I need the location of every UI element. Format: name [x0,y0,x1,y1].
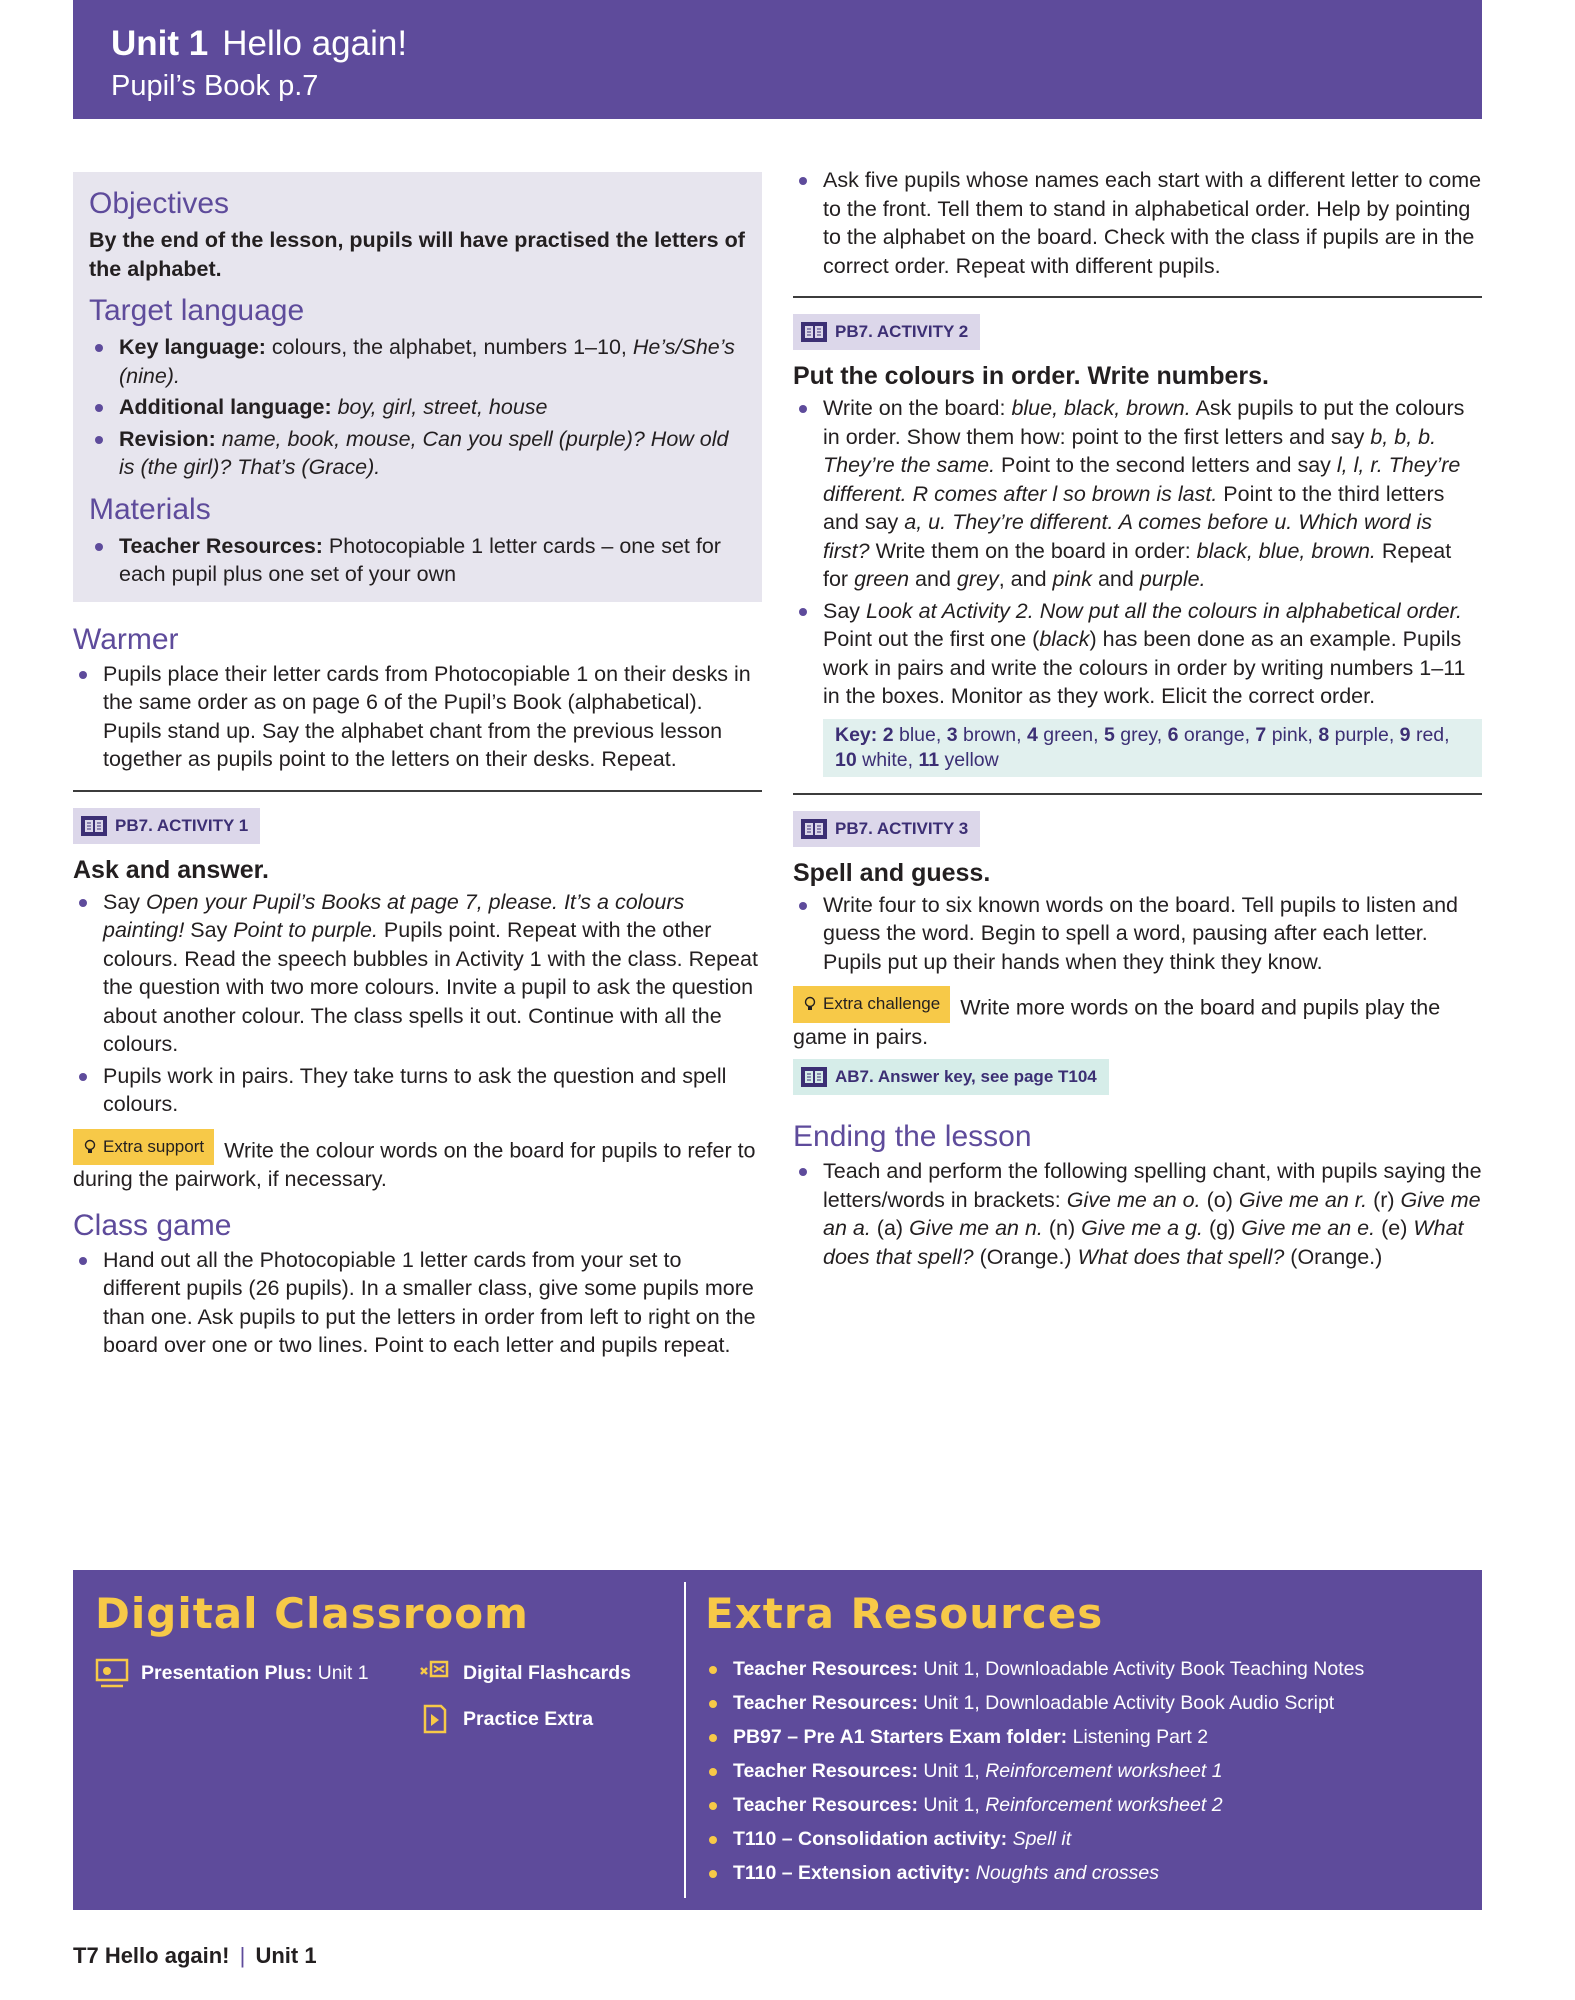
list-item: Ask five pupils whose names each start with a different letter to come to the front. Tell them to stand in alphabetical order. Help by pointing to the alphabet on the board. Check with the class if pupils are in the correct order. Repeat with different pupils. [793,166,1482,280]
list-item: Teacher Resources: Unit 1, Downloadable Activity Book Teaching Notes [705,1656,1465,1682]
lightbulb-icon [803,996,817,1012]
presentation-plus-link[interactable]: Presentation Plus: Unit 1 [95,1658,369,1688]
right-column [793,166,1482,1274]
warmer-heading: Warmer [73,622,179,656]
answer-key-box: Key: 2 blue, 3 brown, 4 green, 5 grey, 6 orange, 7 pink, 8 purple, 9 red, 10 white, 11 yellow [823,719,1482,777]
materials-heading: Materials [89,492,211,526]
list-item: Write four to six known words on the board. Tell pupils to listen and guess the word. Begin to spell a word, pausing after each letter. Pupils put up their hands when they think they know. [793,891,1482,977]
practice-extra-icon [417,1704,451,1734]
intro-list [793,166,1482,280]
activity-1-tag: PB7. ACTIVITY 1 [73,808,260,844]
list-item: PB97 – Pre A1 Starters Exam folder: Listening Part 2 [705,1724,1465,1750]
class-game-heading: Class game [73,1208,232,1242]
extra-support-note: Extra support Write the colour words on the board for pupils to refer to during the pairwork, if necessary. [73,1129,762,1194]
activity-3-list [793,891,1482,977]
divider [793,793,1482,795]
digital-flashcards-link[interactable]: Digital Flashcards [417,1658,631,1688]
footer-unit: Unit 1 [255,1943,317,1968]
target-language-heading: Target language [89,294,305,327]
page-reference: Pupil’s Book p.7 [111,70,319,102]
materials-list [89,532,746,589]
divider [73,790,762,792]
unit-title: Hello again! [222,24,408,63]
objectives-text: By the end of the lesson, pupils will have practised the letters of the alphabet. [89,228,745,281]
objectives-box [73,172,762,602]
list-item: Say Open your Pupil’s Books at page 7, please. It’s a colours painting! Say Point to purple. Pupils point. Repeat with the other colours. Read the speech bubbles in Activity 1 with the class. Repeat the question with two more colours. Invite a pupil to ask the question about another colour. The class spells it out. Continue with all the colours. [73,888,762,1059]
ending-heading: Ending the lesson [793,1120,1032,1153]
list-item: Say Look at Activity 2. Now put all the colours in alphabetical order. Point out the first one (black) has been done as an example. Pupils work in pairs and write the colours in order by writing numbers 1–11 in the boxes. Monitor as they work. Elicit the correct order. [793,597,1482,711]
book-icon [81,816,107,836]
extra-resources-heading: Extra Resources [705,1589,1104,1638]
activity-3-title: Spell and guess. [793,858,991,887]
left-column [73,168,762,1363]
footer-separator: | [239,1943,246,1968]
extra-challenge-note: Extra challenge Write more words on the board and pupils play the game in pairs. [793,986,1482,1051]
extra-support-badge: Extra support [73,1129,214,1166]
page-header [73,0,1482,119]
list-item: Hand out all the Photocopiable 1 letter cards from your set to different pupils (26 pupils). In a smaller class, give some pupils more than one. Ask pupils to put the letters in order from left to right on the board over one or two lines. Point to each letter and pupils repeat. [73,1246,762,1360]
list-item: Teacher Resources: Unit 1, Downloadable Activity Book Audio Script [705,1690,1465,1716]
book-icon [801,322,827,342]
extra-resources-list [705,1656,1465,1886]
activity-3-tag: PB7. ACTIVITY 3 [793,811,980,847]
list-item: T110 – Extension activity: Noughts and crosses [705,1860,1465,1886]
book-icon [801,819,827,839]
activity-2-tag: PB7. ACTIVITY 2 [793,314,980,350]
ending-list [793,1157,1482,1271]
class-game-list [73,1246,762,1360]
page-number: T7 [73,1943,99,1968]
target-language-list [89,333,746,482]
activity-1-title: Ask and answer. [73,855,269,884]
resources-panel [73,1570,1482,1910]
list-item: Teacher Resources: Unit 1, Reinforcement worksheet 1 [705,1758,1465,1784]
activity-2-title: Put the colours in order. Write numbers. [793,362,1270,390]
list-item: Additional language: boy, girl, street, house [89,393,746,422]
list-item: Revision: name, book, mouse, Can you spell (purple)? How old is (the girl)? That’s (Grace). [89,425,746,482]
activity-1-list [73,888,762,1119]
list-item: Pupils place their letter cards from Photocopiable 1 on their desks in the same order as on page 6 of the Pupil’s Book (alphabetical). Pupils stand up. Say the alphabet chant from the previous lesson together as pupils point to the letters on their desks. Repeat. [73,660,762,774]
activity-2-list [793,394,1482,711]
lightbulb-icon [83,1139,97,1155]
unit-label: Unit 1 [111,24,209,63]
list-item: Key language: colours, the alphabet, numbers 1–10, He’s/She’s (nine). [89,333,746,390]
activity-book-tag: AB7. Answer key, see page T104 [793,1059,1109,1095]
book-icon [801,1067,827,1087]
presentation-icon [95,1658,129,1688]
list-item: Teach and perform the following spelling chant, with pupils saying the letters/words in brackets: Give me an o. (o) Give me an r. (r) Give me an a. (a) Give me an n. (n) Give me a g. (g) Give me an e. (e) What does that spell? (Orange.) What does that spell? (Orange.) [793,1157,1482,1271]
list-item: Teacher Resources: Unit 1, Reinforcement worksheet 2 [705,1792,1465,1818]
extra-resources [705,1588,1465,1894]
practice-extra-link[interactable]: Practice Extra [417,1704,593,1734]
footer-title: Hello again! [104,1943,230,1968]
panel-divider [684,1582,686,1898]
digital-classroom [95,1588,675,1730]
list-item: Write on the board: blue, black, brown. Ask pupils to put the colours in order. Show them how: point to the first letters and say b, b, b. They’re the same. Point to the second letters and say l, l, r. They’re different. R comes after l so brown is last. Point to the third letters and say a, u. They’re different. A comes before u. Which word is first? Write them on the board in order: black, blue, brown. Repeat for green and grey, and pink and purple. [793,394,1482,594]
objectives-heading: Objectives [89,187,230,220]
extra-challenge-badge: Extra challenge [793,986,950,1023]
divider [793,296,1482,298]
list-item: Pupils work in pairs. They take turns to ask the question and spell colours. [73,1062,762,1119]
list-item: Teacher Resources: Photocopiable 1 letter cards – one set for each pupil plus one set of your own [89,532,746,589]
flashcards-icon [417,1658,451,1688]
list-item: T110 – Consolidation activity: Spell it [705,1826,1465,1852]
warmer-list [73,660,762,774]
digital-classroom-heading: Digital Classroom [95,1589,529,1638]
page-footer [73,1943,317,1969]
